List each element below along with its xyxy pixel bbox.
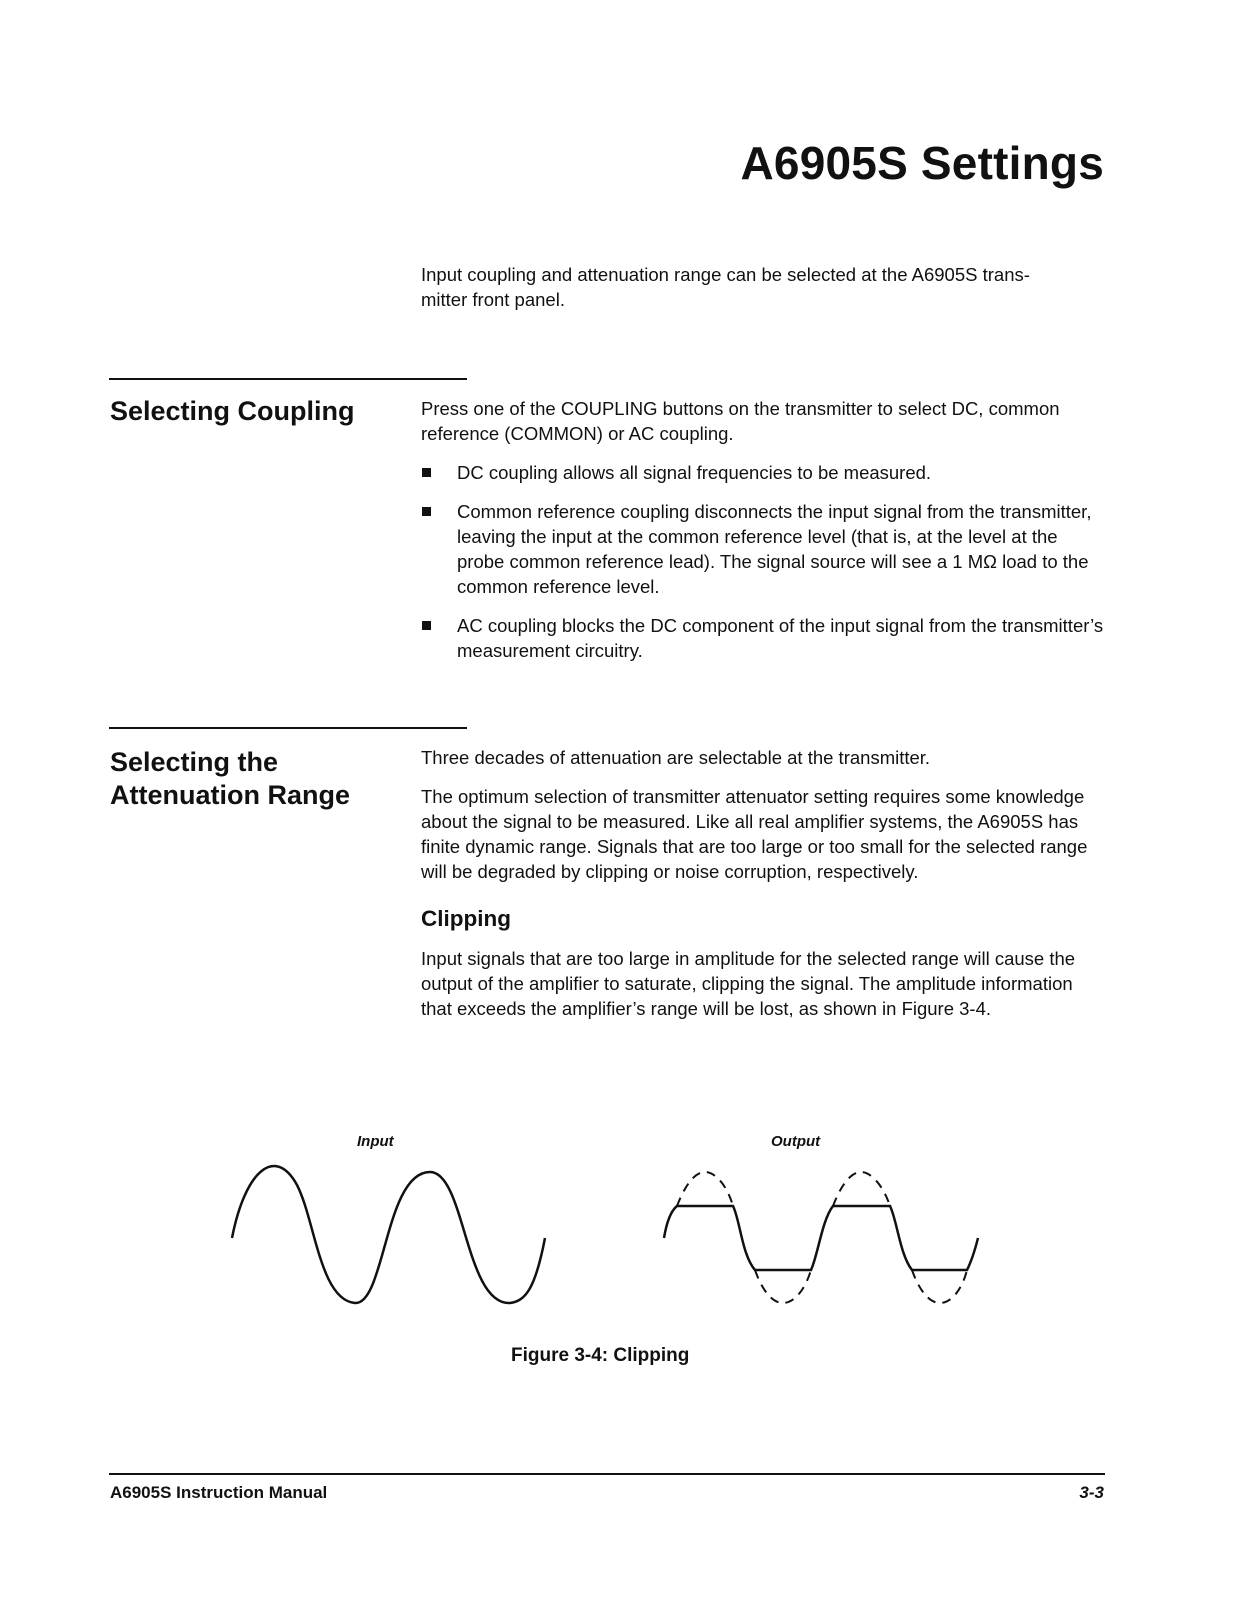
- intro-paragraph: Input coupling and attenuation range can be selected at the A6905S trans- mitter front panel.: [421, 264, 1030, 310]
- list-item: Common reference coupling disconnects the input signal from the transmitter, leaving the input at the common reference level (that is, at the level at the probe common reference lead). The signal source will see a 1 MΩ load to the common reference level.: [421, 499, 1106, 599]
- coupling-intro: Press one of the COUPLING buttons on the transmitter to select DC, common reference (COMMON) or AC coupling.: [421, 398, 1060, 444]
- clipping-heading: Clipping: [421, 906, 511, 931]
- footer-manual-title: A6905S Instruction Manual: [110, 1483, 328, 1502]
- figure-output-label: Output: [771, 1133, 821, 1150]
- clipped-peak-dashed: [833, 1172, 890, 1206]
- list-item: AC coupling blocks the DC component of the input signal from the transmitter’s measurement circuitry.: [421, 613, 1106, 663]
- clipped-peak-dashed: [677, 1172, 733, 1206]
- page-title: A6905S Settings: [740, 137, 1104, 189]
- list-item: DC coupling allows all signal frequencies to be measured.: [421, 460, 1106, 485]
- section-heading-coupling: Selecting Coupling: [110, 396, 355, 426]
- section-heading-attenuation: Selecting the Attenuation Range: [110, 747, 350, 810]
- footer-page-number: 3-3: [1079, 1483, 1104, 1502]
- footer-rule: [109, 1473, 1105, 1475]
- clipped-trough-dashed: [912, 1270, 967, 1303]
- attenuation-intro: Three decades of attenuation are selectable at the transmitter.: [421, 747, 931, 768]
- clipped-trough-dashed: [755, 1270, 811, 1303]
- output-clipped-wave: [664, 1206, 978, 1270]
- input-sine-wave: [232, 1166, 545, 1303]
- attenuation-paragraph: The optimum selection of transmitter attenuator setting requires some knowledge about the signal to be measured. Like all real amplifier systems, the A6905S has finite dynamic range. Signals that are too large or too small for the selected range will be degraded by clipping or noise corruption, respectively.: [421, 786, 1088, 882]
- figure-input-label: Input: [357, 1133, 394, 1150]
- figure-caption: Figure 3-4: Clipping: [511, 1345, 690, 1366]
- clipping-paragraph: Input signals that are too large in amplitude for the selected range will cause the output of the amplifier to saturate, clipping the signal. The amplitude information that exceeds the amplifier’s range will be lost, as shown in Figure 3-4.: [421, 948, 1076, 1019]
